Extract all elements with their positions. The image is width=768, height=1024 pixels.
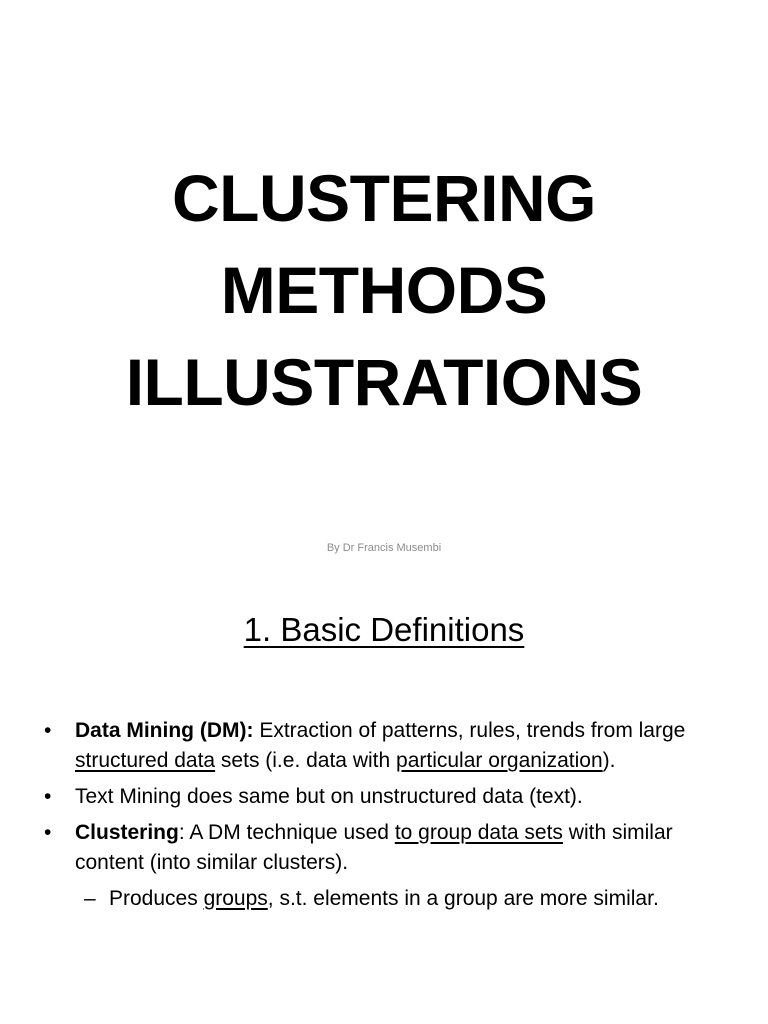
underlined-structured-data: structured data <box>75 749 216 772</box>
definition-text: with similar content (into similar clusters). <box>75 821 673 874</box>
title-line-2: METHODS <box>220 253 548 327</box>
bullet-icon: • <box>44 785 52 808</box>
definition-text: , s.t. elements in a group are more similar. <box>267 887 659 910</box>
sub-list-item-groups <box>44 884 734 914</box>
definition-text: ). <box>602 749 616 772</box>
definition-text: sets (i.e. data with <box>215 749 397 772</box>
section-heading: 1. Basic Definitions <box>243 611 525 648</box>
definition-text: : A DM technique used <box>178 821 395 844</box>
definition-text: Text Mining does same but on unstructured data (text). <box>75 785 583 808</box>
bullet-icon: • <box>44 719 52 742</box>
underlined-particular-organization: particular organization <box>396 749 603 772</box>
underlined-groups: groups <box>203 887 268 910</box>
definition-text: Extraction of patterns, rules, trends from large <box>253 719 686 742</box>
list-item-clustering <box>44 818 734 878</box>
title-line-1: CLUSTERING <box>172 161 596 235</box>
title-line-3: ILLUSTRATIONS <box>125 345 643 419</box>
term-data-mining: Data Mining (DM): <box>75 719 254 742</box>
underlined-to-group-data-sets: to group data sets <box>394 821 563 844</box>
bullet-icon: • <box>44 821 52 844</box>
list-item-data-mining <box>44 716 734 776</box>
list-item-text-mining <box>44 782 734 812</box>
document-title <box>0 152 768 428</box>
term-clustering: Clustering <box>75 821 179 844</box>
dash-icon: – <box>84 887 96 910</box>
author-byline: By Dr Francis Musembi <box>326 542 442 554</box>
definition-text: Produces <box>109 887 204 910</box>
definitions-list <box>44 716 734 914</box>
